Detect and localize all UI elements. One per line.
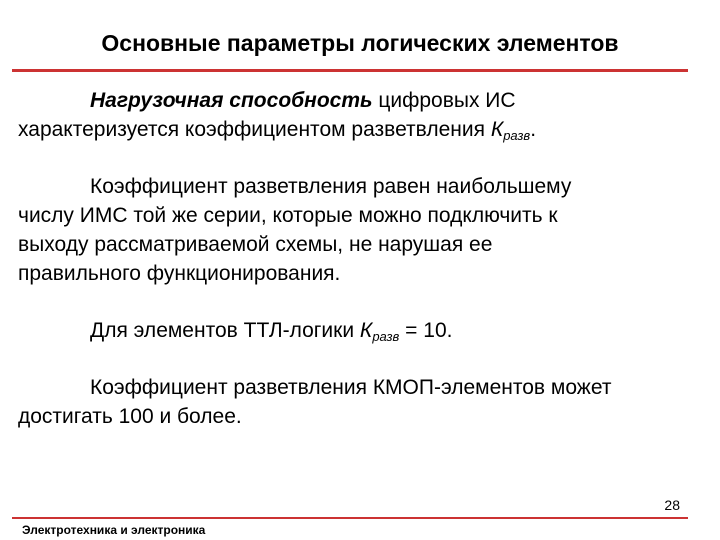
p2-line4: правильного функционирования. [18, 262, 341, 285]
paragraph-load-capacity [18, 86, 698, 150]
p4-line1: Коэффициент разветвления КМОП-элементов может [90, 376, 612, 399]
p1-line2: характеризуется коэффициентом разветвления [18, 118, 491, 141]
paragraph-ttl [18, 316, 698, 351]
paragraph-fanout-definition [18, 172, 698, 288]
k-symbol: К [359, 319, 373, 342]
slide-title: Основные параметры логических элементов [101, 30, 619, 56]
title-divider [12, 69, 688, 72]
footer-label: Электротехника и электроника [22, 523, 206, 537]
p2-line2: числу ИМС той же серии, которые можно подключить к [18, 204, 558, 227]
term-load-capacity: Нагрузочная способность [90, 89, 373, 112]
paragraph-cmos [18, 373, 698, 431]
p3-prefix: Для элементов ТТЛ-логики [90, 319, 360, 342]
p2-line1: Коэффициент разветвления равен наибольшему [90, 175, 572, 198]
k-subscript: разв [503, 128, 531, 143]
p2-line3: выходу рассматриваемой схемы, не нарушая ее [18, 233, 493, 256]
k-subscript: разв [372, 329, 400, 344]
footer-divider [12, 517, 688, 519]
page-number: 28 [664, 497, 680, 513]
p1-line1-rest: цифровых ИС [372, 89, 516, 112]
p4-line2: достигать 100 и более. [18, 405, 242, 428]
p3-suffix: = 10. [399, 319, 453, 342]
k-symbol: К [490, 118, 504, 141]
p1-end: . [530, 118, 537, 141]
